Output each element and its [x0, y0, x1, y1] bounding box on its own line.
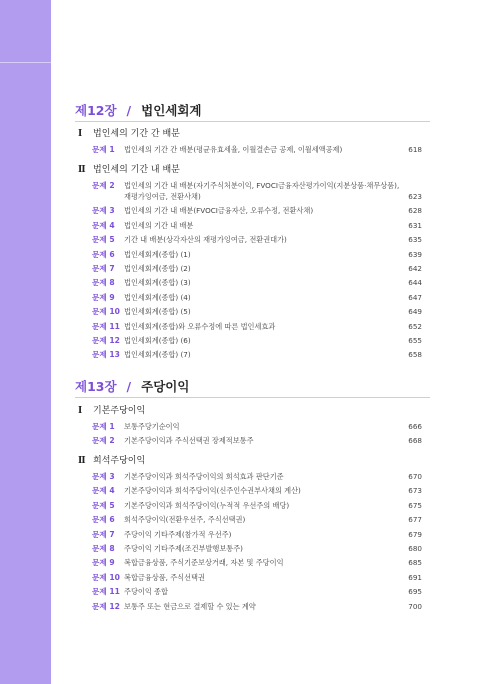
problem-number: 문제 13	[92, 350, 120, 360]
problem-number: 문제 7	[92, 529, 115, 539]
problem-number: 문제 1	[92, 145, 115, 154]
entry-title: 법인세의 기간 내 배분(FVOCI금융자산, 오류수정, 전환사채)	[124, 206, 314, 216]
section-numeral: Ⅱ	[78, 456, 86, 466]
entry-title: 법인세회계(종합) (1)	[124, 249, 191, 259]
page-number: 631	[408, 220, 422, 230]
problem-number: 문제 5	[92, 235, 115, 245]
page-number: 675	[408, 500, 422, 510]
section-heading	[78, 455, 145, 467]
problem-number: 문제 9	[92, 292, 115, 302]
page-number: 652	[408, 321, 422, 331]
entry-title: 희석주당이익(전환우선주, 주식선택권)	[124, 515, 246, 525]
entry-title: 기본주당이익과 주식선택권 장제적보통주	[124, 436, 254, 446]
problem-number: 문제 8	[92, 544, 115, 553]
entry-title: 복합금융상품, 주식기준보상거래, 자본 및 주당이익	[124, 558, 284, 568]
section-title: 희석주당이익	[93, 456, 146, 466]
problem-number: 문제 5	[92, 500, 115, 510]
entry-title: 기본주당이익과 희석주당이익(누적적 우선주의 배당)	[124, 500, 290, 510]
page-number: 618	[408, 145, 422, 154]
chapter-number: 제12장	[75, 103, 117, 118]
entry-title: 법인세회계(종합) (7)	[124, 350, 191, 360]
entry-title: 법인세의 기간 내 배분	[124, 220, 194, 230]
entry-title: 기본주당이익과 희석주당이익(신주인수권부사채의 계산)	[124, 486, 301, 496]
entry-title: 법인세회계(종합) (3)	[124, 278, 191, 288]
page-number: 647	[408, 292, 422, 302]
entry-title: 법인세의 기간 내 배분(자기주식처분이익, FVOCI금융자산평가이익(지분상품·채무상품),	[124, 181, 400, 190]
problem-number: 문제 7	[92, 264, 115, 273]
problem-number: 문제 8	[92, 278, 115, 288]
chapter-divider	[75, 121, 430, 122]
section-heading	[78, 405, 145, 417]
problem-number: 문제 3	[92, 472, 115, 481]
page-number: 649	[408, 307, 422, 317]
problem-number: 문제 1	[92, 422, 115, 431]
chapter-heading	[75, 377, 189, 397]
entry-title: 복합금융상품, 주식선택권	[124, 572, 205, 582]
problem-number: 문제 2	[92, 436, 115, 446]
chapter-title: 법인세회계	[141, 103, 202, 118]
problem-number: 문제 12	[92, 336, 120, 345]
problem-number: 문제 4	[92, 486, 115, 496]
entry-title: 법인세의 기간 간 배분(평균유효세율, 이월결손금 공제, 이월세액공제)	[124, 145, 343, 154]
problem-number: 문제 11	[92, 321, 120, 331]
section-heading	[78, 164, 180, 176]
entry-title: 기간 내 배분(상각자산의 재평가잉여금, 전환권대가)	[124, 235, 287, 245]
problem-number: 문제 10	[92, 572, 120, 582]
chapter-title: 주당이익	[141, 379, 190, 394]
entry-title: 기본주당이익과 희석주당이익의 희석효과 판단기준	[124, 472, 284, 481]
page-number: 673	[408, 486, 422, 496]
page-number: 695	[408, 587, 422, 597]
entry-title: 법인세회계(종합) (2)	[124, 264, 191, 273]
page-number: 680	[408, 544, 422, 553]
problem-number: 문제 3	[92, 206, 115, 216]
page-number: 668	[408, 436, 422, 446]
page-number: 685	[408, 558, 422, 568]
page-number: 639	[408, 249, 422, 259]
section-numeral: Ⅰ	[78, 129, 83, 139]
entry-title: 법인세회계(종합) (6)	[124, 336, 191, 345]
section-heading	[78, 128, 180, 140]
chapter-slash: /	[126, 379, 132, 394]
page-number: 628	[408, 206, 422, 216]
page-number: 644	[408, 278, 422, 288]
section-numeral: Ⅰ	[78, 406, 83, 416]
page-number: 655	[408, 336, 422, 345]
page-number: 691	[408, 572, 422, 582]
page-number: 670	[408, 472, 422, 481]
entry-title-continued: 재평가잉여금, 전환사채)	[124, 192, 201, 201]
problem-number: 문제 9	[92, 558, 115, 568]
section-numeral: Ⅱ	[78, 165, 86, 175]
entry-title: 주당이익 종합	[124, 587, 168, 597]
chapter-number: 제13장	[75, 379, 117, 394]
entry-title: 보통주 또는 현금으로 결제할 수 있는 계약	[124, 601, 256, 611]
entry-title: 법인세회계(종합) (4)	[124, 292, 191, 302]
chapter-divider	[75, 397, 430, 398]
chapter-slash: /	[126, 103, 132, 118]
entry-title: 법인세회계(종합)와 오류수정에 따른 법인세효과	[124, 321, 276, 331]
problem-number: 문제 10	[92, 307, 120, 317]
problem-number: 문제 4	[92, 220, 115, 230]
problem-number: 문제 12	[92, 601, 120, 611]
page-number: 666	[408, 422, 422, 431]
page-number: 677	[408, 515, 422, 525]
page-number: 700	[408, 601, 422, 611]
entry-title: 주당이익 기타주제(조건부발행보통주)	[124, 544, 243, 553]
problem-number: 문제 6	[92, 515, 115, 525]
section-title: 기본주당이익	[93, 406, 146, 416]
problem-number: 문제 11	[92, 587, 120, 597]
page-number: 679	[408, 529, 422, 539]
page-number: 635	[408, 235, 422, 245]
problem-number: 문제 6	[92, 249, 115, 259]
page-number: 623	[408, 192, 422, 201]
entry-title: 주당이익 기타주제(참가적 우선주)	[124, 529, 232, 539]
chapter-heading	[75, 101, 202, 121]
problem-number: 문제 2	[92, 181, 115, 190]
entry-title: 보통주당기순이익	[124, 422, 180, 431]
page-number: 658	[408, 350, 422, 360]
section-title: 법인세의 기간 간 배분	[93, 129, 180, 139]
section-title: 법인세의 기간 내 배분	[93, 165, 180, 175]
page-number: 642	[408, 264, 422, 273]
entry-title: 법인세회계(종합) (5)	[124, 307, 191, 317]
